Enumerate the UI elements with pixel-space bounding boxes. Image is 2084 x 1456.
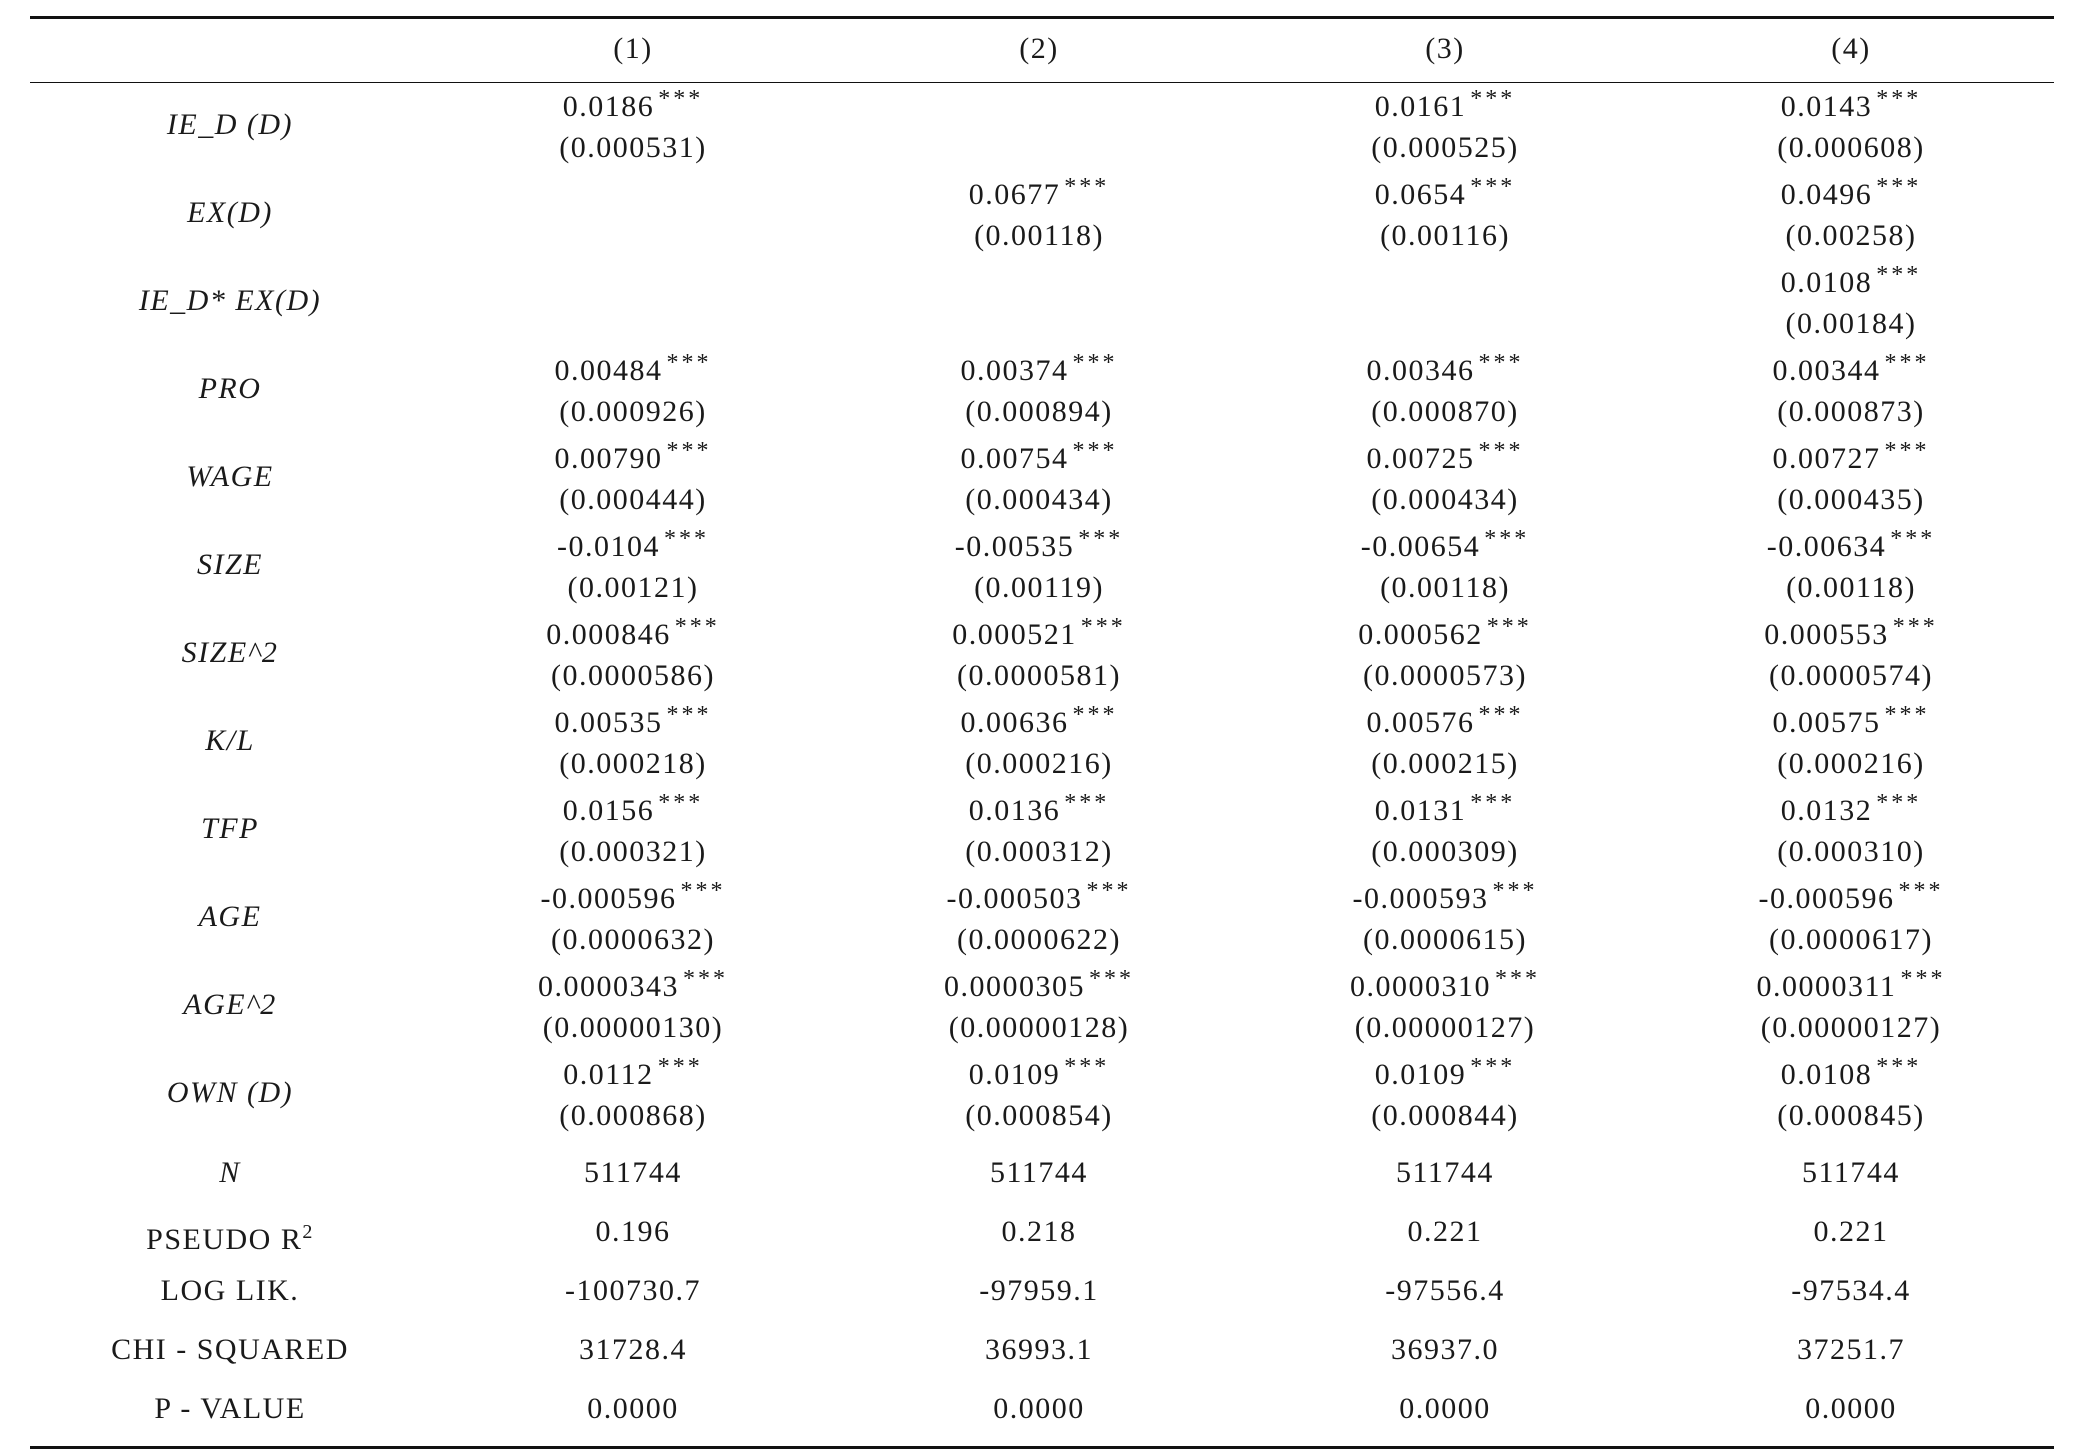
stat-value: 511744 xyxy=(584,1156,682,1189)
significance-stars: *** xyxy=(1470,86,1516,112)
coefficient-value: 0.0143 xyxy=(1780,90,1873,123)
significance-stars: *** xyxy=(1892,614,1938,640)
standard-error: (0.000531) xyxy=(559,131,707,164)
coefficient-value: 0.00374 xyxy=(960,354,1069,387)
standard-error: (0.00121) xyxy=(567,571,699,604)
significance-stars: *** xyxy=(1884,438,1930,464)
stat-value: 511744 xyxy=(1396,1156,1494,1189)
significance-stars: *** xyxy=(1484,526,1530,552)
standard-error: (0.00000130) xyxy=(542,1011,724,1044)
column-header-4: (4) xyxy=(1831,32,1871,65)
coefficient-value: 0.0000305 xyxy=(944,970,1085,1003)
stat-value: 31728.4 xyxy=(579,1333,687,1366)
coefficient xyxy=(1648,702,2054,746)
significance-stars: *** xyxy=(1495,966,1540,992)
standard-error: (0.000873) xyxy=(1777,395,1925,428)
coefficient-value: 0.00535 xyxy=(554,706,663,739)
coefficient-value: 0.0108 xyxy=(1780,1058,1873,1091)
significance-stars: *** xyxy=(1478,702,1524,728)
coefficient xyxy=(430,966,836,1010)
standard-error: (0.0000586) xyxy=(551,659,715,692)
standard-error: (0.000608) xyxy=(1777,131,1925,164)
row-label: SIZE xyxy=(197,548,263,581)
significance-stars: *** xyxy=(1486,614,1532,640)
coefficient-value: -0.000596 xyxy=(540,882,677,915)
coefficient xyxy=(430,878,836,922)
header-row xyxy=(30,16,2054,82)
significance-stars: *** xyxy=(1089,966,1134,992)
standard-error: (0.000215) xyxy=(1371,747,1519,780)
coefficient xyxy=(430,526,836,570)
coefficient-value: 0.00576 xyxy=(1366,706,1475,739)
coefficient xyxy=(1648,966,2054,1010)
coefficient xyxy=(1242,878,1648,922)
significance-stars: *** xyxy=(1478,350,1524,376)
standard-error: (0.0000622) xyxy=(957,923,1121,956)
standard-error: (0.00000128) xyxy=(948,1011,1130,1044)
coefficient xyxy=(1648,614,2054,658)
significance-stars: *** xyxy=(1876,86,1922,112)
column-header-2: (2) xyxy=(1019,32,1059,65)
coefficient-value: 0.00790 xyxy=(554,442,663,475)
significance-stars: *** xyxy=(1072,702,1118,728)
standard-error: (0.000868) xyxy=(559,1099,707,1132)
significance-stars: *** xyxy=(1492,878,1538,904)
standard-error: (0.000218) xyxy=(559,747,707,780)
standard-error: (0.000894) xyxy=(965,395,1113,428)
coefficient-value: 0.0109 xyxy=(968,1058,1061,1091)
coefficient-value: 0.0496 xyxy=(1780,178,1873,211)
coefficient xyxy=(430,790,836,834)
coefficient-value: 0.0112 xyxy=(563,1058,654,1091)
coefficient-value: 0.00575 xyxy=(1772,706,1881,739)
significance-stars: *** xyxy=(658,86,704,112)
coefficient xyxy=(836,966,1242,1010)
coefficient xyxy=(1242,438,1648,482)
coefficient xyxy=(836,526,1242,570)
standard-error: (0.000525) xyxy=(1371,131,1519,164)
stat-value: -97534.4 xyxy=(1791,1274,1911,1307)
significance-stars: *** xyxy=(1470,174,1516,200)
coefficient xyxy=(430,614,836,658)
row-label: K/L xyxy=(205,724,255,757)
significance-stars: *** xyxy=(1064,1054,1110,1080)
row-label: WAGE xyxy=(186,460,274,493)
standard-error: (0.0000617) xyxy=(1769,923,1933,956)
standard-error: (0.000854) xyxy=(965,1099,1113,1132)
standard-error: (0.0000574) xyxy=(1769,659,1933,692)
standard-error: (0.000844) xyxy=(1371,1099,1519,1132)
stat-label xyxy=(30,1329,430,1371)
coefficient xyxy=(1242,614,1648,658)
row-label: AGE xyxy=(198,900,262,933)
standard-error: (0.00116) xyxy=(1380,219,1510,252)
standard-error: (0.0000573) xyxy=(1363,659,1527,692)
standard-error: (0.00118) xyxy=(974,219,1104,252)
standard-error: (0.000312) xyxy=(965,835,1113,868)
coefficient-value: 0.0000311 xyxy=(1756,970,1897,1003)
coefficient xyxy=(1648,262,2054,306)
coefficient-value: 0.00636 xyxy=(960,706,1069,739)
coefficient xyxy=(1648,878,2054,922)
row-label: SIZE^2 xyxy=(181,636,279,669)
coefficient-value: 0.0186 xyxy=(562,90,655,123)
column-header-3: (3) xyxy=(1425,32,1465,65)
standard-error: (0.00000127) xyxy=(1760,1011,1942,1044)
coefficient xyxy=(430,438,836,482)
coefficient xyxy=(430,1054,836,1098)
coefficient-value: 0.0000343 xyxy=(538,970,679,1003)
standard-error: (0.000435) xyxy=(1777,483,1925,516)
coefficient-value: 0.0108 xyxy=(1780,266,1873,299)
standard-error: (0.000310) xyxy=(1777,835,1925,868)
stat-value: 0.0000 xyxy=(993,1392,1085,1425)
significance-stars: *** xyxy=(1900,966,1946,992)
coefficient-value: 0.00484 xyxy=(554,354,663,387)
coefficient-value: 0.0109 xyxy=(1374,1058,1467,1091)
stat-label-text: N xyxy=(219,1156,241,1189)
coefficient xyxy=(1648,350,2054,394)
coefficient-value: 0.000553 xyxy=(1764,618,1889,651)
significance-stars: *** xyxy=(1898,878,1944,904)
significance-stars: *** xyxy=(1876,174,1922,200)
coefficient-value: 0.00754 xyxy=(960,442,1069,475)
standard-error: (0.000434) xyxy=(965,483,1113,516)
stat-value: 36993.1 xyxy=(985,1333,1093,1366)
coefficient xyxy=(836,1054,1242,1098)
column-header-1: (1) xyxy=(613,32,653,65)
significance-stars: *** xyxy=(683,966,728,992)
stat-value: 0.0000 xyxy=(587,1392,679,1425)
coefficient-value: 0.00725 xyxy=(1366,442,1475,475)
row-label: OWN (D) xyxy=(166,1076,294,1109)
coefficient xyxy=(836,790,1242,834)
coefficient xyxy=(430,350,836,394)
stat-value: 37251.7 xyxy=(1797,1333,1905,1366)
coefficient xyxy=(1242,174,1648,218)
stat-label xyxy=(30,1152,430,1194)
stat-value: 0.218 xyxy=(1001,1215,1077,1248)
stat-value: -97959.1 xyxy=(979,1274,1099,1307)
stat-value: 511744 xyxy=(1802,1156,1900,1189)
significance-stars: *** xyxy=(1884,350,1930,376)
standard-error: (0.000216) xyxy=(965,747,1113,780)
significance-stars: *** xyxy=(1086,878,1132,904)
stat-value: 0.221 xyxy=(1407,1215,1483,1248)
coefficient-value: -0.00634 xyxy=(1766,530,1887,563)
stat-value: 36937.0 xyxy=(1391,1333,1499,1366)
significance-stars: *** xyxy=(657,1054,703,1080)
significance-stars: *** xyxy=(666,350,712,376)
coefficient-value: 0.00727 xyxy=(1772,442,1881,475)
significance-stars: *** xyxy=(1072,350,1118,376)
significance-stars: *** xyxy=(674,614,720,640)
row-label: TFP xyxy=(201,812,259,845)
standard-error: (0.0000615) xyxy=(1363,923,1527,956)
coefficient-value: -0.000596 xyxy=(1758,882,1895,915)
stat-value: 0.0000 xyxy=(1805,1392,1897,1425)
coefficient xyxy=(1648,790,2054,834)
significance-stars: *** xyxy=(1478,438,1524,464)
significance-stars: *** xyxy=(658,790,704,816)
coefficient-value: 0.00346 xyxy=(1366,354,1475,387)
significance-stars: *** xyxy=(1890,526,1936,552)
coefficient xyxy=(430,702,836,746)
standard-error: (0.00118) xyxy=(1380,571,1510,604)
coefficient xyxy=(1242,86,1648,130)
coefficient xyxy=(836,438,1242,482)
coefficient-value: 0.0000310 xyxy=(1350,970,1491,1003)
coefficient xyxy=(1242,966,1648,1010)
standard-error: (0.0000581) xyxy=(957,659,1121,692)
coefficient xyxy=(1648,438,2054,482)
standard-error: (0.00258) xyxy=(1785,219,1917,252)
row-label: EX(D) xyxy=(187,196,273,229)
coefficient-value: 0.000562 xyxy=(1358,618,1483,651)
coefficient-value: 0.000846 xyxy=(546,618,671,651)
coefficient-value: -0.0104 xyxy=(557,530,660,563)
significance-stars: *** xyxy=(666,438,712,464)
row-label: IE_D* EX(D) xyxy=(138,284,322,317)
significance-stars: *** xyxy=(1876,262,1922,288)
standard-error: (0.000321) xyxy=(559,835,707,868)
stat-label xyxy=(30,1211,430,1261)
coefficient xyxy=(1648,526,2054,570)
standard-error: (0.000216) xyxy=(1777,747,1925,780)
coefficient xyxy=(836,174,1242,218)
coefficient-value: 0.0131 xyxy=(1374,794,1467,827)
standard-error: (0.00118) xyxy=(1786,571,1916,604)
coefficient-value: 0.0654 xyxy=(1374,178,1467,211)
standard-error: (0.000444) xyxy=(559,483,707,516)
stat-value: -100730.7 xyxy=(565,1274,701,1307)
coefficient-value: -0.000503 xyxy=(946,882,1083,915)
stat-value: 0.196 xyxy=(595,1215,671,1248)
coefficient-value: 0.000521 xyxy=(952,618,1077,651)
significance-stars: *** xyxy=(1884,702,1930,728)
coefficient-value: -0.00654 xyxy=(1360,530,1481,563)
coefficient xyxy=(836,878,1242,922)
coefficient-value: -0.00535 xyxy=(954,530,1075,563)
header-rule xyxy=(30,82,2054,83)
stat-value: 0.0000 xyxy=(1399,1392,1491,1425)
coefficient-value: 0.0132 xyxy=(1780,794,1873,827)
significance-stars: *** xyxy=(1876,1054,1922,1080)
coefficient xyxy=(1648,86,2054,130)
stat-label-text: CHI - SQUARED xyxy=(111,1333,349,1366)
coefficient xyxy=(1242,350,1648,394)
coefficient xyxy=(836,702,1242,746)
significance-stars: *** xyxy=(1064,790,1110,816)
stat-label-superscript: 2 xyxy=(302,1221,314,1243)
significance-stars: *** xyxy=(1470,1054,1516,1080)
coefficient xyxy=(1242,1054,1648,1098)
significance-stars: *** xyxy=(666,702,712,728)
significance-stars: *** xyxy=(1064,174,1110,200)
coefficient xyxy=(1648,1054,2054,1098)
standard-error: (0.000926) xyxy=(559,395,707,428)
coefficient xyxy=(836,614,1242,658)
coefficient xyxy=(430,86,836,130)
significance-stars: *** xyxy=(1470,790,1516,816)
standard-error: (0.00000127) xyxy=(1354,1011,1536,1044)
coefficient xyxy=(1242,702,1648,746)
stat-label xyxy=(30,1388,430,1430)
standard-error: (0.000309) xyxy=(1371,835,1519,868)
significance-stars: *** xyxy=(1072,438,1118,464)
significance-stars: *** xyxy=(1080,614,1126,640)
standard-error: (0.00119) xyxy=(974,571,1104,604)
coefficient-value: 0.0161 xyxy=(1374,90,1467,123)
row-label: IE_D (D) xyxy=(166,108,294,141)
stat-value: -97556.4 xyxy=(1385,1274,1505,1307)
standard-error: (0.000845) xyxy=(1777,1099,1925,1132)
coefficient-value: 0.00344 xyxy=(1772,354,1881,387)
stat-value: 511744 xyxy=(990,1156,1088,1189)
stat-label-text: PSEUDO R xyxy=(146,1223,303,1256)
coefficient xyxy=(1242,526,1648,570)
coefficient-value: 0.0677 xyxy=(968,178,1061,211)
coefficient xyxy=(836,350,1242,394)
coefficient-value: 0.0156 xyxy=(562,794,655,827)
significance-stars: *** xyxy=(1078,526,1124,552)
stat-label-text: LOG LIK. xyxy=(160,1274,300,1307)
stat-label xyxy=(30,1270,430,1312)
bottom-rule xyxy=(30,1446,2054,1449)
row-label: AGE^2 xyxy=(183,988,277,1021)
significance-stars: *** xyxy=(1876,790,1922,816)
coefficient-value: -0.000593 xyxy=(1352,882,1489,915)
significance-stars: *** xyxy=(664,526,709,552)
stat-label-text: P - VALUE xyxy=(154,1392,306,1425)
significance-stars: *** xyxy=(680,878,726,904)
standard-error: (0.00184) xyxy=(1785,307,1917,340)
coefficient xyxy=(1242,790,1648,834)
stat-value: 0.221 xyxy=(1813,1215,1889,1248)
standard-error: (0.000434) xyxy=(1371,483,1519,516)
standard-error: (0.0000632) xyxy=(551,923,715,956)
coefficient xyxy=(1648,174,2054,218)
row-label: PRO xyxy=(198,372,262,405)
coefficient-value: 0.0136 xyxy=(968,794,1061,827)
standard-error: (0.000870) xyxy=(1371,395,1519,428)
